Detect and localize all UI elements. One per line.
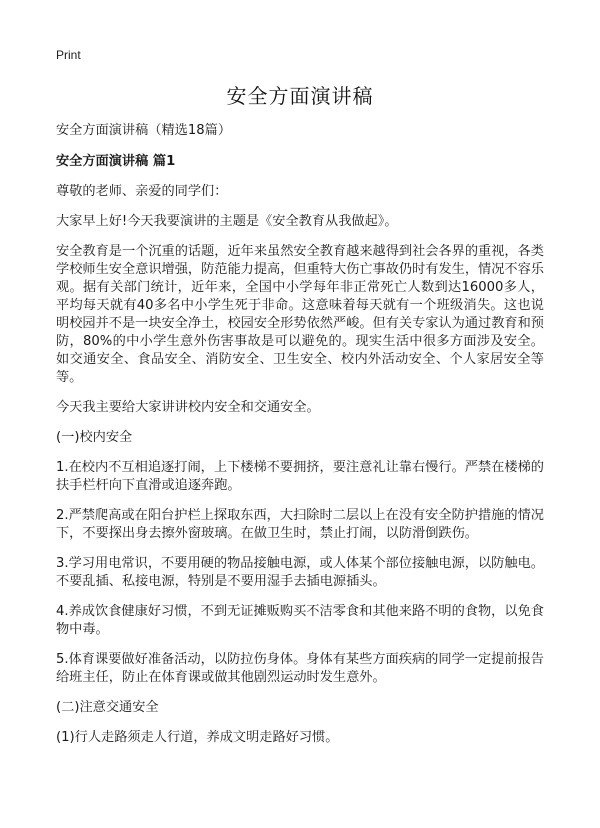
page-title: 安全方面演讲稿 <box>226 84 374 108</box>
list-item: 5.体育课要做好准备活动，以防拉伤身体。身体有某些方面疾病的同学一定提前报告给班主任，防止在体育课或做其他剧烈运动时发生意外。 <box>56 652 544 685</box>
list-item: 4.养成饮食健康好习惯，不到无证摊贩购买不洁零食和其他来路不明的食物，以免食物中毒。 <box>56 604 544 637</box>
list-item: 2.严禁爬高或在阳台护栏上探取东西，大扫除时二层以上在没有安全防护措施的情况下，不要探出身去擦外窗玻璃。在做卫生时，禁止打闹，以防滑倒跌伤。 <box>56 508 544 541</box>
print-link[interactable]: Print <box>56 48 81 62</box>
paragraph-intro: 大家早上好!今天我要演讲的主题是《安全教育从我做起》。 <box>56 214 398 229</box>
list-item: (1)行人走路须走人行道，养成文明走路好习惯。 <box>56 730 339 745</box>
document-subtitle: 安全方面演讲稿（精选18篇） <box>56 123 232 138</box>
list-item: 3.学习用电常识，不要用硬的物品接触电源，或人体某个部位接触电源，以防触电。不要乱插、私接电源，特别是不要用湿手去插电源插头。 <box>56 556 544 589</box>
subsection-heading-traffic: (二)注意交通安全 <box>56 700 159 715</box>
section-heading: 安全方面演讲稿 篇1 <box>56 154 176 169</box>
list-item: 1.在校内不互相追逐打闹，上下楼梯不要拥挤，要注意礼让靠右慢行。严禁在楼梯的扶手栏杆向下直滑或追逐奔跑。 <box>56 460 544 493</box>
paragraph-topic: 今天我主要给大家讲讲校内安全和交通安全。 <box>56 400 320 415</box>
paragraph-body: 安全教育是一个沉重的话题，近年来虽然安全教育越来越得到社会各界的重视，各类学校师生安全意识增强，防范能力提高，但重特大伤亡事故仍时有发生，情况不容乐观。据有关部门统计，近年来，全国中小学每年非正常死亡人数到达16000多人，平均每天就有40多名中小学生死于非命。这意味着每天就有一个班级消失。这也说明校园并不是一块安全净土，校园安全形势依然严峻。但有关专家认为通过教育和预防，80%的中小学生意外伤害事故是可以避免的。现实生活中很多方面涉及安全。如交通安全、食品安全、消防安全、卫生安全、校内外活动安全、个人家居安全等等。 <box>56 244 544 385</box>
subsection-heading-campus: (一)校内安全 <box>56 430 133 445</box>
document-body <box>56 122 544 759</box>
paragraph-greeting: 尊敬的老师、亲爱的同学们： <box>56 184 228 199</box>
